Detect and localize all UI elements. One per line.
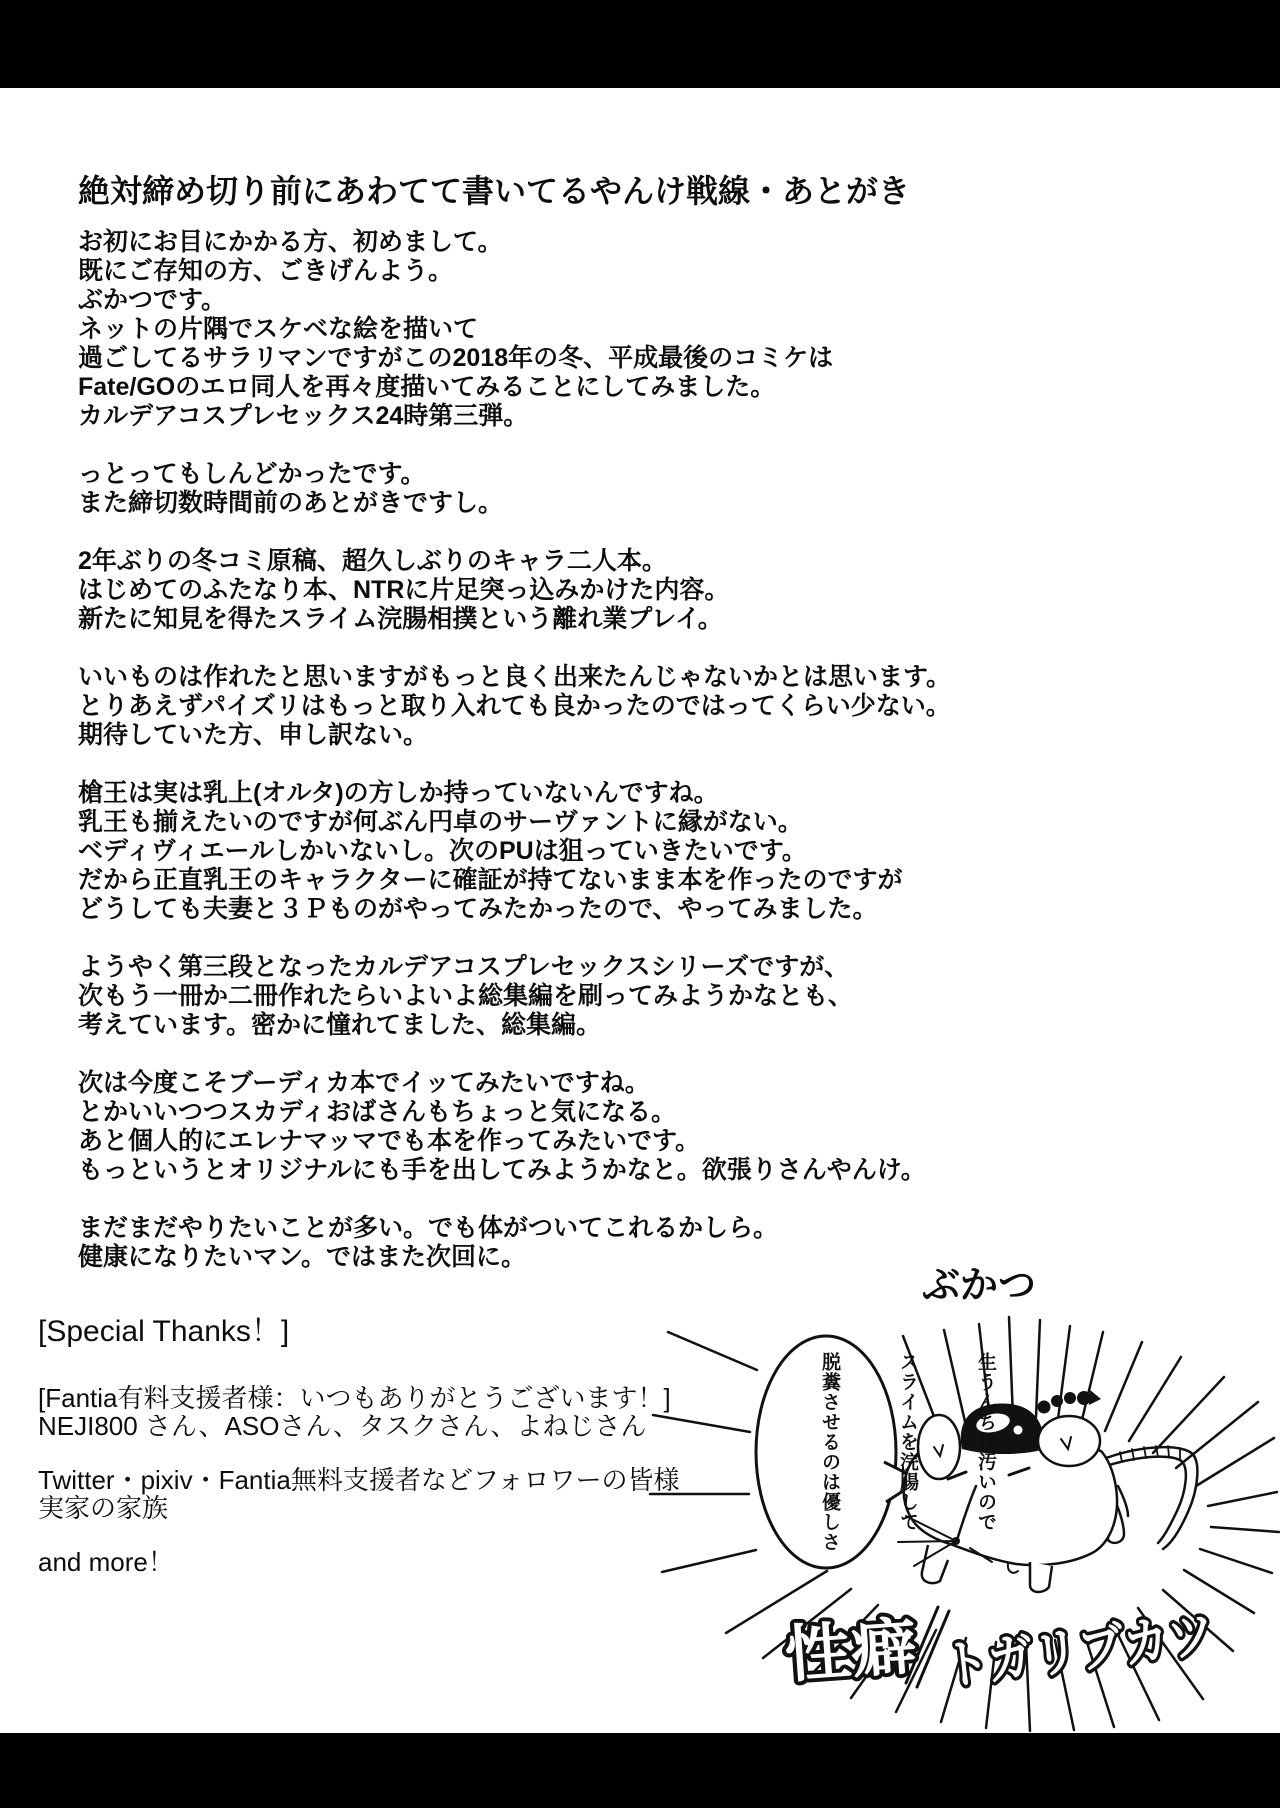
afterword-paragraph [78,228,1088,431]
text-line: 期待していた方、申し訳ない。 [78,721,429,749]
text-line: また締切数時間前のあとがきですし。 [78,489,504,517]
text-line: ベディヴィエールしかいないし。次のPUは狙っていきたいです。 [78,837,807,865]
text-line: 健康になりたいマン。ではまた次回に。 [78,1243,527,1271]
afterword-body [78,170,1088,1301]
text-line: 槍王は実は乳上(オルタ)の方しか持っていないんですね。 [78,779,719,807]
text-line: ネットの片隅でスケベな絵を描いて [78,315,479,343]
text-line: 次は今度こそブーディカ本でイッてみたいですね。 [78,1069,650,1097]
text-line: まだまだやりたいことが多い。でも体がついてこれるかしら。 [78,1214,779,1242]
text-line: 過ごしてるサラリマンですがこの2018年の冬、平成最後のコミケは [78,344,834,372]
special-thanks-heading: [Special Thanks！] [38,1315,290,1348]
text-line: カルデアコスプレセックス24時第三弾。 [78,402,529,430]
text-line: っとってもしんどかったです。 [78,460,426,488]
text-line: とりあえずパイズリはもっと取り入れても良かったのではってくらい少ない。 [78,692,951,720]
afterword-paragraph [78,547,1088,634]
bubble-text-column: 生うんちは汚いので [975,1352,996,1532]
text-line: あと個人的にエレナマッマでも本を作ってみたいです。 [78,1127,701,1155]
text-line: 次もう一冊か二冊作れたらいよいよ総集編を刷ってみようかなとも、 [78,982,854,1010]
text-line: and more！ [38,1547,174,1577]
text-line: [Fantia有料支援者様：いつもありがとうございます！] [38,1383,671,1413]
text-line: もっというとオリジナルにも手を出してみようかなと。欲張りさんやんけ。 [78,1156,926,1184]
caption-togaributkatsu: トガリブカツ [940,1601,1255,1697]
bubble-text-column: スライムを浣腸して [897,1352,918,1532]
text-line: ぶかつです。 [78,286,227,314]
text-line: どうしても夫妻と３Ｐものがやってみたかったので、やってみました。 [78,895,878,923]
text-line: いいものは作れたと思いますがもっと良く出来たんじゃないかとは思います。 [78,663,952,691]
text-line: NEJI800 さん、ASOさん、タスクさん、よねじさん [38,1411,647,1441]
caption-lettering [782,1601,1255,1697]
letterbox-bar-bottom [0,1733,1280,1808]
text-line: 実家の家族 [38,1493,169,1523]
text-line: 既にご存知の方、ごきげんよう。 [78,257,454,285]
shrew-leg-front-mid [1030,1562,1052,1592]
text-line: はじめてのふたなり本、NTRに片足突っ込みかけた内容。 [78,576,730,604]
letterbox-bar-top [0,0,1280,88]
text-line: だから正直乳王のキャラクターに確証が持てないまま本を作ったのですが [78,866,903,894]
text-line: お初にお目にかかる方、初めまして。 [78,228,503,256]
afterword-paragraph [78,779,1088,924]
text-line: 新たに知見を得たスライム浣腸相撲という離れ業プレイ。 [78,605,723,633]
afterword-paragraph [78,953,1088,1040]
text-line: Twitter・pixiv・Fantia無料支援者などフォロワーの皆様 [38,1465,680,1495]
afterword-paragraph [78,460,1088,518]
caption-seiheki: 性癖 [782,1613,912,1691]
author-signature: ぶかつ [922,1265,1037,1307]
shrew-belly-mark [1008,1564,1018,1573]
afterword-paragraph [78,1069,1088,1185]
bubble-text-column: 脱糞させるのは優しさ [819,1352,840,1552]
text-line: 乳王も揃えたいのですが何ぶん円卓のサーヴァントに縁がない。 [78,808,803,836]
text-line: 2年ぶりの冬コミ原稿、超久しぶりのキャラ二人本。 [78,547,667,575]
text-line: 考えています。密かに憧れてました、総集編。 [78,1011,602,1039]
text-line: ようやく第三段となったカルデアコスプレセックスシリーズですが、 [78,953,850,981]
text-line: とかいいつつスカディおばさんもちょっと気になる。 [78,1098,677,1126]
page-title: 絶対締め切り前にあわてて書いてるやんけ戦線・あとがき [78,173,911,209]
speech-bubble-text [790,1352,1050,1552]
text-line: Fate/GOのエロ同人を再々度描いてみることにしてみました。 [78,373,776,401]
afterword-paragraph [78,663,1088,750]
